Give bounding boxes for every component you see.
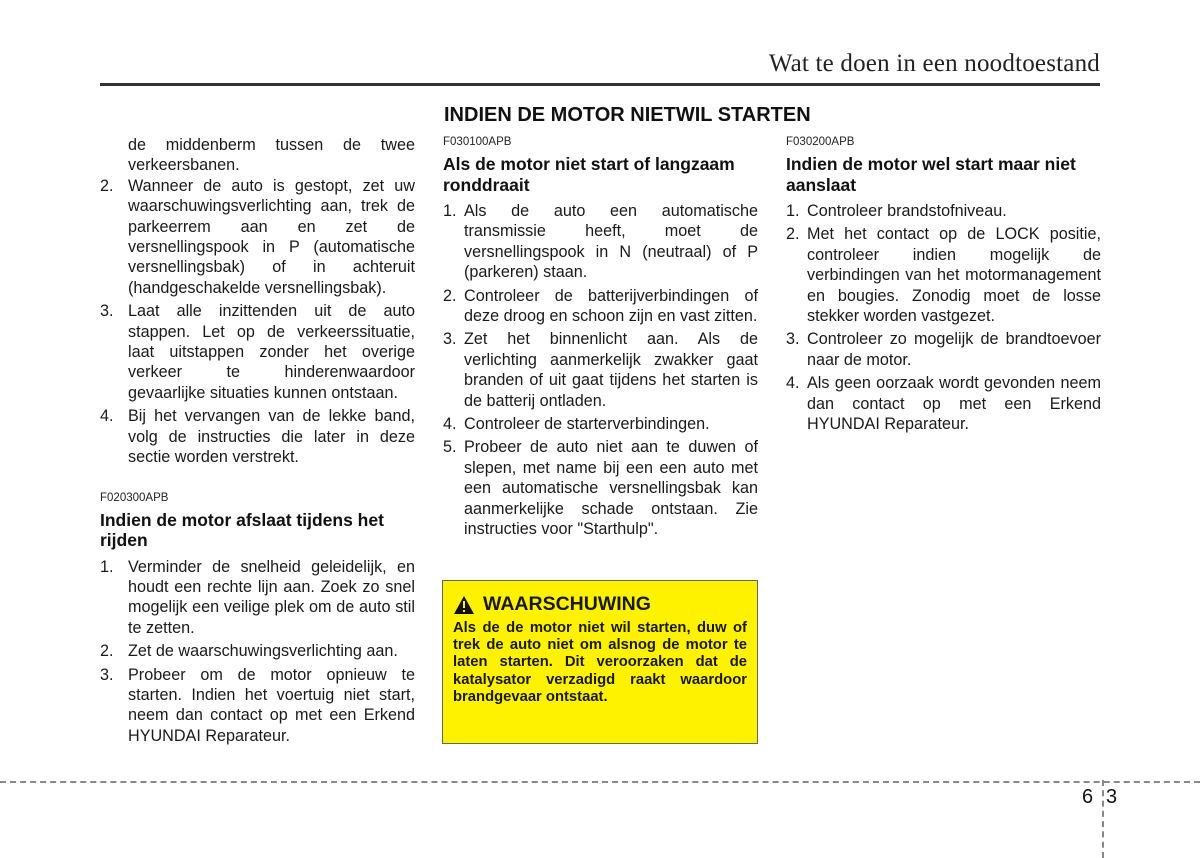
subsection-heading: Indien de motor wel start maar niet aanslaat bbox=[786, 154, 1076, 195]
item-number: 4. bbox=[443, 415, 457, 434]
item-text: Probeer om de motor opnieuw te starten. Indien het voertuig niet start, neem dan contact op met een Erkend HYUNDAI Reparateur. bbox=[128, 665, 415, 745]
item-text: Als de auto een automatische transmissie heeft, moet de versnellingspook in N (neutraal) of P (parkeren) staan. bbox=[464, 202, 758, 282]
warning-triangle-icon bbox=[453, 595, 475, 615]
page-number-divider bbox=[1102, 780, 1104, 858]
subsection-heading: Indien de motor afslaat tijdens het rijden bbox=[100, 509, 384, 550]
item-text: Controleer zo mogelijk de brandtoevoer naar de motor. bbox=[807, 330, 1101, 369]
list-item bbox=[443, 329, 758, 411]
item-text: Wanneer de auto is gestopt, zet uw waarschuwingsverlichting aan, trek de parkeerrem aan en zet de versnellingspook in P (automatische versnellingsbak) of in achteruit (handgeschakelde versnellingsbak). bbox=[128, 176, 415, 297]
item-number: 1. bbox=[443, 202, 457, 220]
column-3 bbox=[786, 135, 1101, 437]
item-text: Verminder de snelheid geleidelijk, en houdt een rechte lijn aan. Zoek zo snel mogelijk een veilige plek om de auto stil te zetten. bbox=[128, 557, 415, 637]
warning-box bbox=[442, 580, 758, 744]
column-2 bbox=[443, 135, 758, 543]
item-number: 4. bbox=[786, 374, 800, 393]
warning-text: Als de de motor niet wil starten, duw of trek de auto niet om alsnog de motor te laten starten. Dit veroorzaken dat de katalysator verzadigd raakt waardoor brandgevaar ontstaat. bbox=[453, 620, 747, 705]
subsection-heading: Als de motor niet start of langzaam ronddraait bbox=[443, 154, 735, 195]
list-item bbox=[786, 373, 1101, 434]
list-item bbox=[443, 201, 758, 283]
section-code: F030100APB bbox=[443, 136, 512, 148]
item-text: Zet de waarschuwingsverlichting aan. bbox=[128, 642, 398, 661]
item-number: 2. bbox=[100, 642, 114, 661]
list-item bbox=[100, 665, 415, 747]
page-number: 3 bbox=[1106, 786, 1118, 808]
item-text: Probeer de auto niet aan te duwen of slepen, met name bij een een auto met een automatische versnellingsbak kan aanmerkelijke schade ontstaan. Zie instructies voor "Starthulp". bbox=[464, 438, 758, 539]
list-item bbox=[443, 286, 758, 327]
item-number: 1. bbox=[786, 202, 800, 220]
list-item bbox=[786, 224, 1101, 326]
list-item bbox=[100, 176, 415, 298]
list-item bbox=[100, 406, 415, 467]
item-text: Laat alle inzittenden uit de auto stappen. Let op de verkeerssituatie, laat uitstappen zonder het overige verkeer te hinderenwaardoor gevaarlijke situaties kunnen ontstaan. bbox=[128, 302, 415, 402]
column-1 bbox=[100, 135, 415, 749]
list-col1-section2 bbox=[100, 557, 415, 747]
list-item bbox=[100, 641, 415, 661]
item-number: 2. bbox=[786, 225, 800, 244]
intro-text: de middenberm tussen de twee verkeersbanen. bbox=[128, 136, 415, 175]
item-number: 3. bbox=[443, 330, 457, 349]
item-text: Controleer de batterijverbindingen of deze droog en schoon zijn en vast zitten. bbox=[464, 286, 758, 326]
list-col1 bbox=[100, 176, 415, 468]
item-number: 3. bbox=[100, 665, 114, 684]
item-number: 2. bbox=[443, 286, 457, 305]
list-item bbox=[100, 557, 415, 639]
list-item bbox=[443, 414, 758, 434]
item-text: Controleer brandstofniveau. bbox=[807, 202, 1007, 220]
item-text: Controleer de starterverbindingen. bbox=[464, 415, 710, 434]
chapter-title: Wat te doen in een noodtoestand bbox=[768, 50, 1100, 77]
footer-rule bbox=[0, 781, 1200, 783]
item-number: 4. bbox=[100, 407, 114, 426]
header-rule bbox=[100, 83, 1100, 86]
list-col2 bbox=[443, 201, 758, 540]
list-item bbox=[786, 201, 1101, 221]
section-code: F020300APB bbox=[100, 491, 169, 504]
list-col3 bbox=[786, 201, 1101, 434]
item-number: 1. bbox=[100, 557, 114, 576]
section-title: INDIEN DE MOTOR NIETWIL STARTEN bbox=[444, 104, 811, 126]
list-item bbox=[100, 301, 415, 403]
item-number: 2. bbox=[100, 176, 114, 195]
item-text: Zet het binnenlicht aan. Als de verlichting aanmerkelijk zwakker gaat branden of uit gaat tijdens het starten is de batterij ontladen. bbox=[464, 330, 758, 410]
warning-header bbox=[453, 593, 747, 616]
item-text: Met het contact op de LOCK positie, controleer indien mogelijk de verbindingen van het motormanagement en bougies. Zonodig moet de losse stekker worden vastgezet. bbox=[807, 225, 1101, 326]
list-item bbox=[443, 437, 758, 539]
item-number: 3. bbox=[100, 302, 114, 321]
list-item bbox=[786, 329, 1101, 370]
warning-title: WAARSCHUWING bbox=[483, 593, 651, 615]
chapter-number: 6 bbox=[1082, 786, 1094, 808]
item-number: 3. bbox=[786, 330, 800, 349]
item-text: Als geen oorzaak wordt gevonden neem dan contact op met een Erkend HYUNDAI Reparateur. bbox=[807, 374, 1101, 434]
item-number: 5. bbox=[443, 438, 457, 457]
item-text: Bij het vervangen van de lekke band, volg de instructies die later in deze sectie worden verstrekt. bbox=[128, 407, 415, 467]
section-code: F030200APB bbox=[786, 136, 855, 148]
